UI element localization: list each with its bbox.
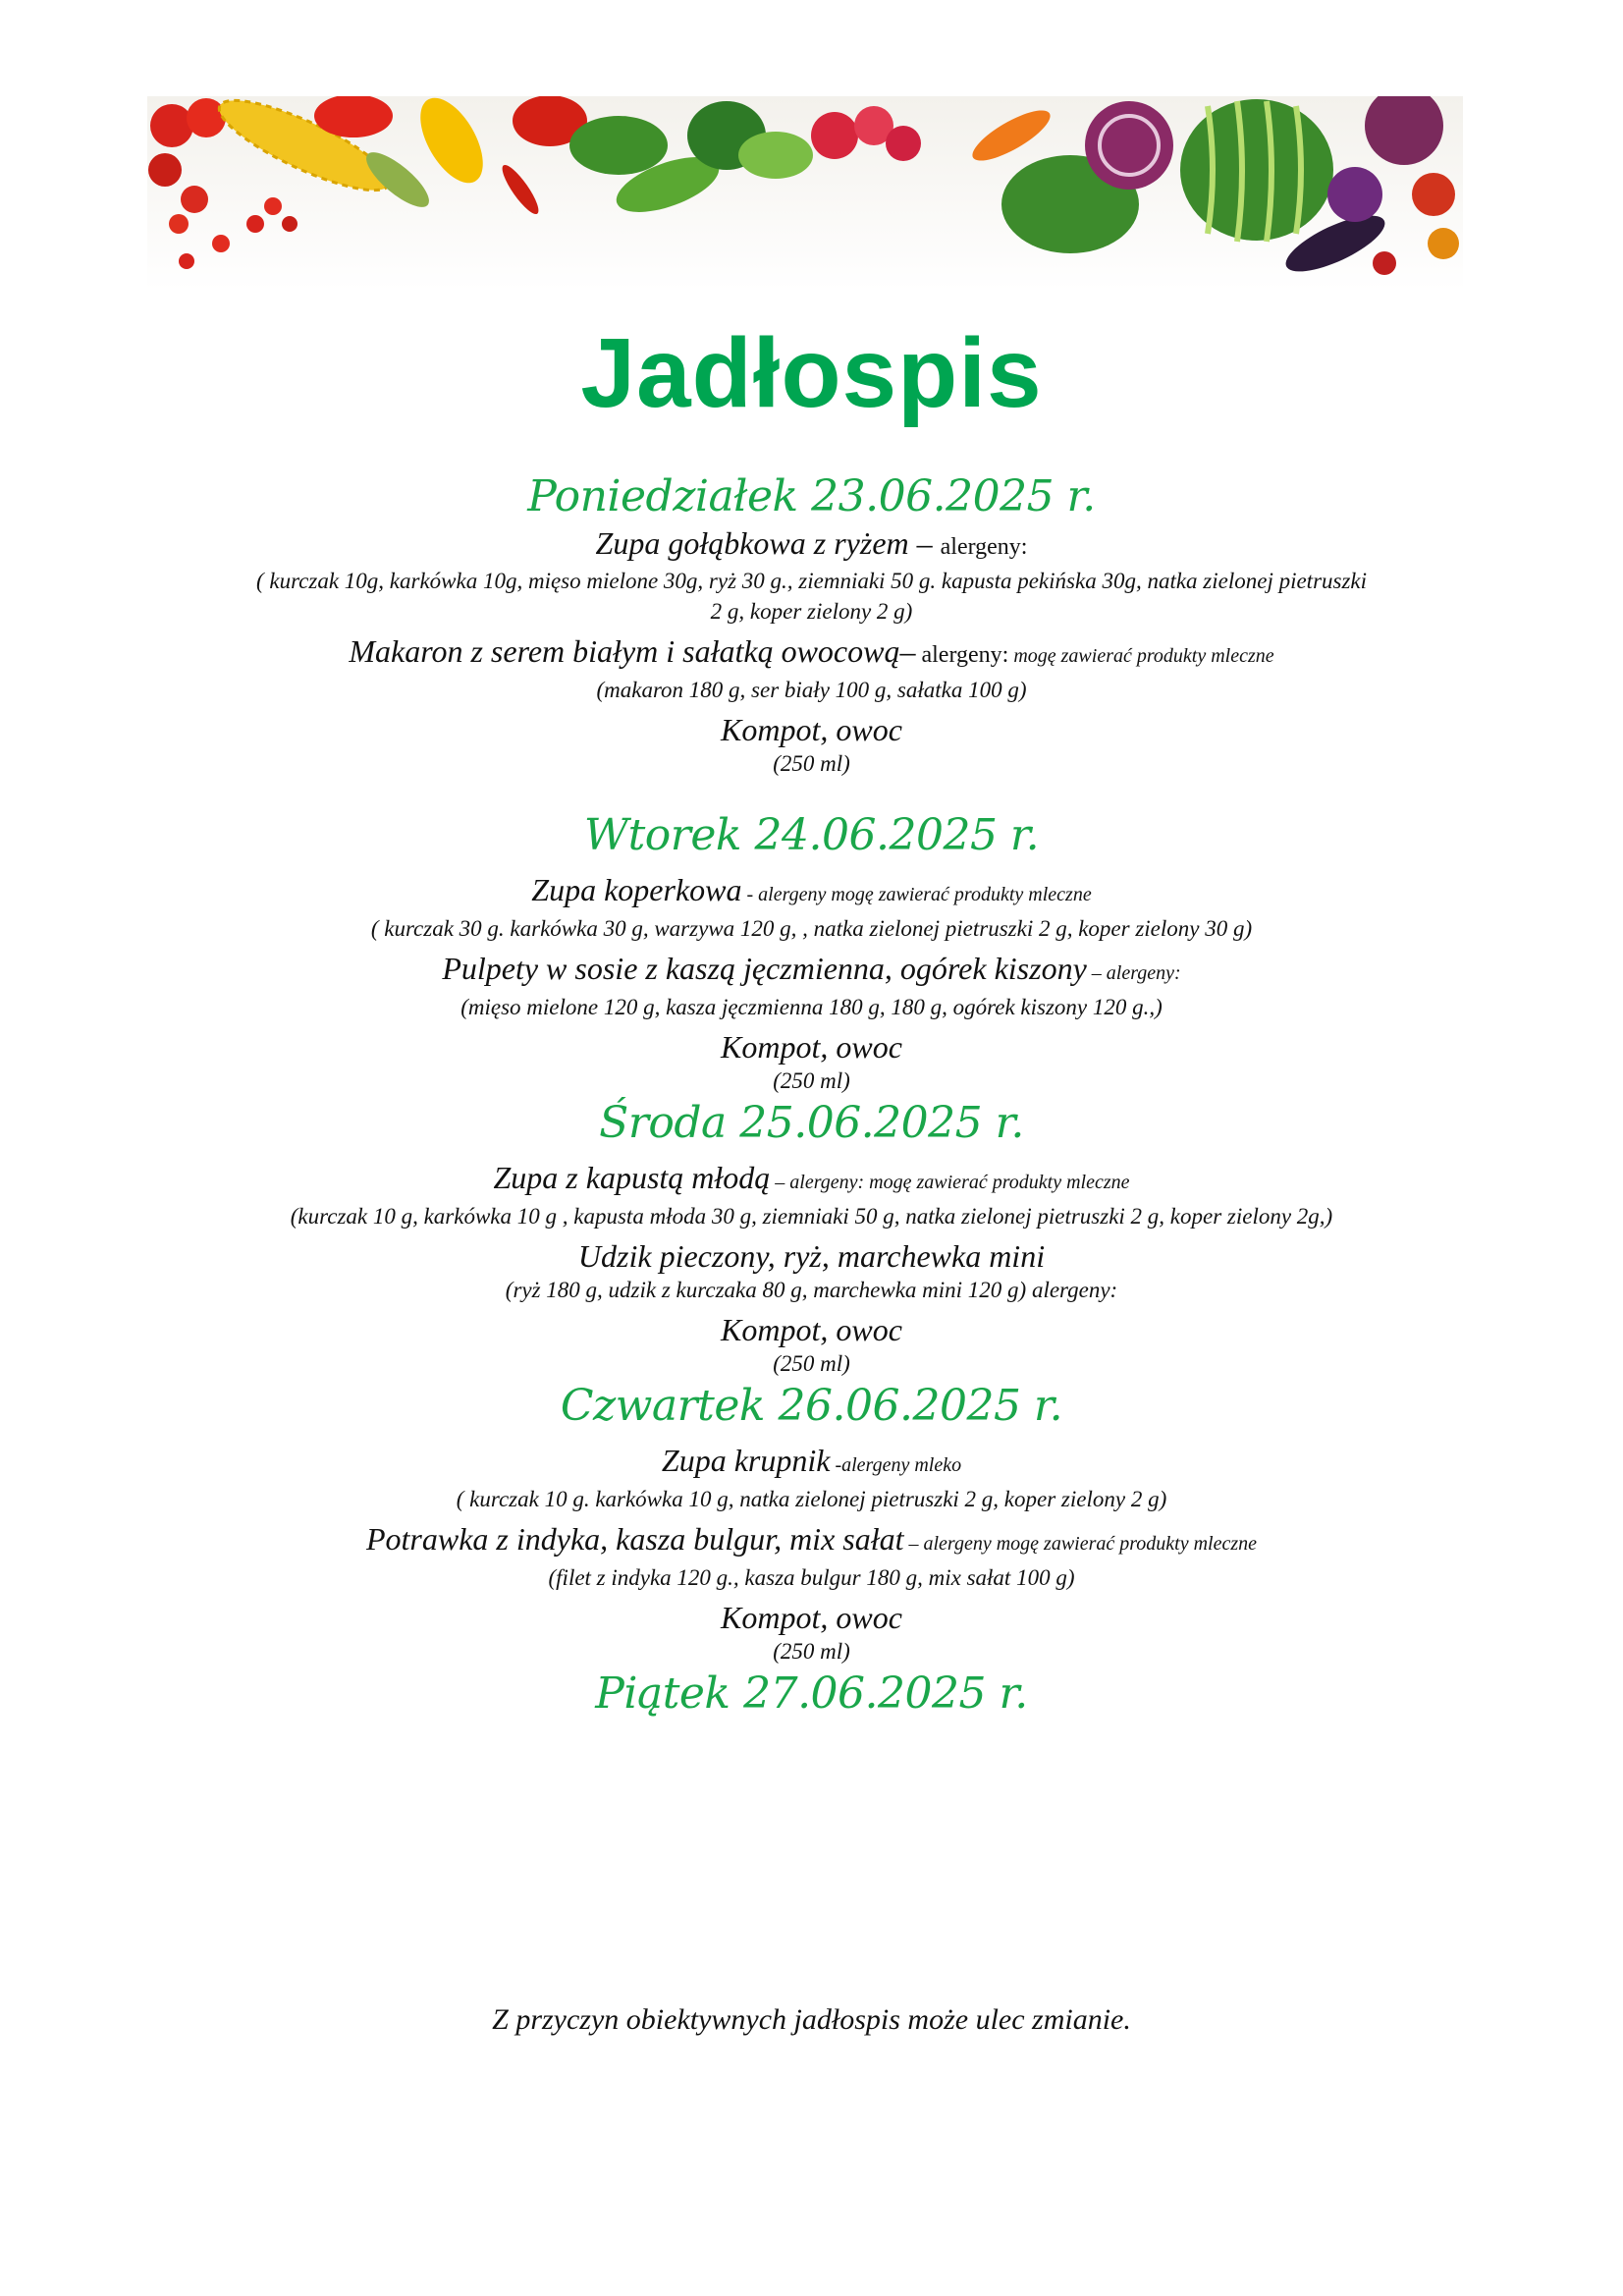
soup-line: [147, 1159, 1476, 1201]
menu: [147, 469, 1476, 1722]
soup-name: Zupa krupnik: [661, 1443, 831, 1478]
day-heading: Piątek 27.06.2025 r.: [595, 1668, 1028, 1719]
main-name: Pulpety w sosie z kaszą jęczmienna, ogórek kiszony: [442, 951, 1087, 986]
drink-amount: (250 ml): [773, 1639, 850, 1664]
main-allergen-note: – alergeny mogę zawierać produkty mleczne: [903, 1533, 1258, 1555]
main-name: Udzik pieczony, ryż, marchewka mini: [577, 1238, 1046, 1274]
day-heading: Poniedziałek 23.06.2025 r.: [527, 471, 1096, 521]
soup-line: [147, 1442, 1476, 1484]
day-heading: Wtorek 24.06.2025 r.: [583, 810, 1040, 860]
drink: Kompot, owoc: [721, 712, 902, 747]
drink-amount: (250 ml): [773, 1068, 850, 1093]
drink: Kompot, owoc: [721, 1600, 902, 1635]
day-section-friday: [147, 1667, 1476, 1722]
soup-allergen-note: -alergeny mleko: [830, 1454, 962, 1476]
soup-ingredients: ( kurczak 30 g. karkówka 30 g, warzywa 120 g, , natka zielonej pietruszki 2 g, koper zielony 30 g): [370, 916, 1253, 941]
soup-line: [147, 871, 1476, 913]
page-title: Jadłospis: [580, 318, 1043, 428]
soup-name: Zupa z kapustą młodą: [493, 1160, 771, 1195]
soup-allergens: alergeny:: [940, 534, 1028, 560]
main-ingredients: (mięso mielone 120 g, kasza jęczmienna 180 g, 180 g, ogórek kiszony 120 g.,): [460, 995, 1163, 1019]
main-line: [147, 1520, 1476, 1562]
drink-amount: (250 ml): [773, 1351, 850, 1376]
vegetables-banner: [147, 96, 1463, 291]
main-name: Makaron z serem białym i sałatką owocową–: [349, 633, 916, 669]
soup-allergen-note: - alergeny mogę zawierać produkty mleczne: [741, 884, 1092, 905]
soup-name: Zupa gołąbkowa z ryżem: [595, 525, 909, 561]
main-ingredients: (ryż 180 g, udzik z kurczaka 80 g, marchewka mini 120 g) alergeny:: [505, 1278, 1118, 1302]
day-heading: Środa 25.06.2025 r.: [599, 1098, 1024, 1148]
soup-separator: –: [908, 525, 941, 561]
soup-ingredients: ( kurczak 10g, karkówka 10g, mięso mielone 30g, ryż 30 g., ziemniaki 50 g. kapusta pekińska 30g, natka zielonej pietruszki: [255, 569, 1368, 593]
soup-ingredients: ( kurczak 10 g. karkówka 10 g, natka zielonej pietruszki 2 g, koper zielony 2 g): [456, 1487, 1167, 1511]
day-section-thursday: [147, 1379, 1476, 1667]
main-allergen-label: alergeny:: [915, 642, 1009, 668]
day-section-tuesday: [147, 808, 1476, 1096]
soup-ingredients-cont: 2 g, koper zielony 2 g): [710, 599, 913, 624]
main-line: [147, 950, 1476, 992]
soup-ingredients: (kurczak 10 g, karkówka 10 g , kapusta młoda 30 g, ziemniaki 50 g, natka zielonej pietruszki 2 g, koper zielony 2g,): [290, 1204, 1333, 1229]
main-ingredients: (makaron 180 g, ser biały 100 g, sałatka 100 g): [596, 678, 1027, 702]
main-line: [147, 632, 1476, 675]
main-name: Potrawka z indyka, kasza bulgur, mix sałat: [365, 1521, 904, 1557]
day-section-monday: [147, 469, 1476, 779]
soup-name: Zupa koperkowa: [531, 872, 742, 907]
main-ingredients: (filet z indyka 120 g., kasza bulgur 180 g, mix sałat 100 g): [548, 1565, 1075, 1590]
drink: Kompot, owoc: [721, 1312, 902, 1347]
soup-line: [147, 524, 1476, 566]
day-section-wednesday: [147, 1096, 1476, 1379]
footer-note: Z przyczyn obiektywnych jadłospis może ulec zmianie.: [492, 2003, 1131, 2036]
drink-amount: (250 ml): [773, 751, 850, 776]
drink: Kompot, owoc: [721, 1029, 902, 1065]
main-allergen-note: – alergeny:: [1086, 962, 1181, 984]
main-allergen-note: mogę zawierać produkty mleczne: [1008, 645, 1274, 667]
soup-allergen-note: – alergeny: mogę zawierać produkty mleczne: [770, 1172, 1130, 1193]
day-heading: Czwartek 26.06.2025 r.: [560, 1381, 1063, 1431]
